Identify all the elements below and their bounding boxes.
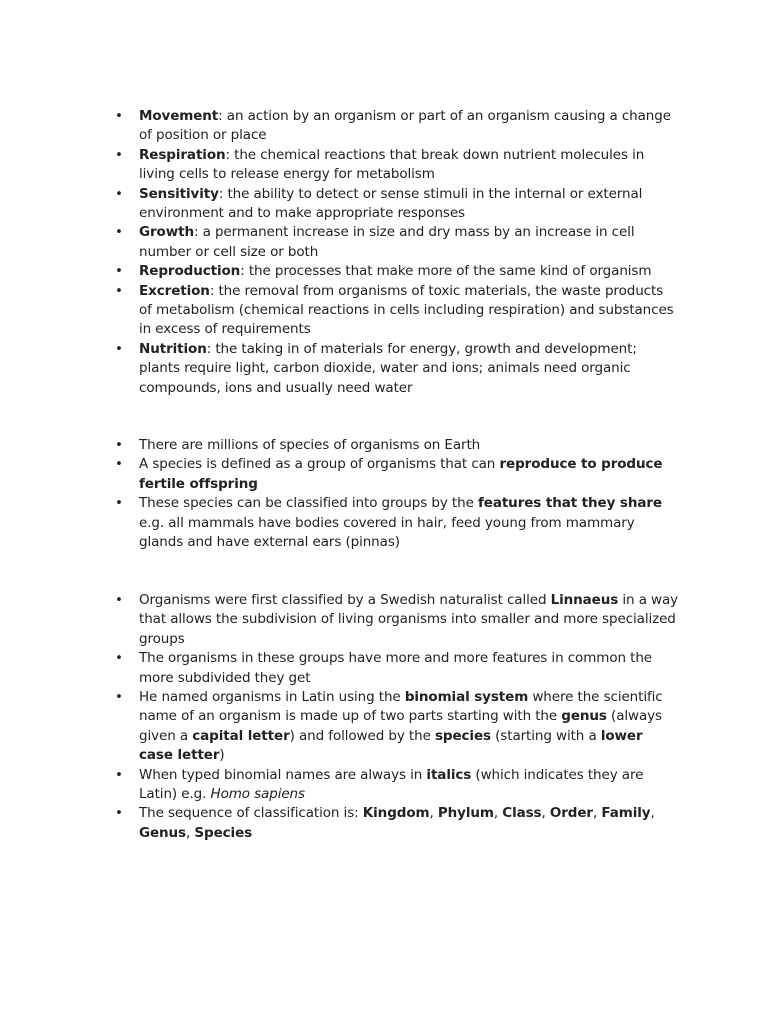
list-item-binomial xyxy=(139,688,679,766)
sequence-text: The sequence of classification is: xyxy=(139,805,363,822)
species-list xyxy=(139,436,679,552)
definition-reproduction: : the processes that make more of the same kind of organism xyxy=(240,263,652,280)
rank-separator: , xyxy=(493,805,503,822)
binomial-text-2: where the scientific name of an organism is made up of two parts starting with the xyxy=(139,689,663,725)
rank-separator: , xyxy=(186,824,195,841)
linnaeus-text-end: in a way that allows the subdivision of living organisms into smaller and more specialized groups xyxy=(139,592,679,647)
binomial-text-4: ) and followed by the xyxy=(289,727,435,744)
term-excretion: Excretion xyxy=(139,282,210,299)
italics-text-mid: (which indicates they are Latin) e.g. xyxy=(139,766,644,803)
term-reproduction: Reproduction xyxy=(139,263,241,280)
list-item-movement xyxy=(139,107,679,146)
list-item-subdivision xyxy=(139,649,679,688)
rank-family: Family xyxy=(601,805,651,822)
rank-genus: Genus xyxy=(139,824,186,841)
italics-bold: italics xyxy=(426,766,472,783)
species-bold: species xyxy=(434,727,491,744)
binomial-text-6: ) xyxy=(219,747,225,764)
term-nutrition: Nutrition xyxy=(139,340,207,357)
list-item-species-count xyxy=(139,436,679,455)
rank-kingdom: Kingdom xyxy=(362,805,430,822)
rank-separator: , xyxy=(650,805,655,822)
capital-letter-bold: capital letter xyxy=(192,727,290,744)
list-item-respiration xyxy=(139,146,679,185)
list-item-linnaeus xyxy=(139,591,679,649)
rank-separator: , xyxy=(429,805,438,822)
binomial-text-5: (starting with a xyxy=(490,727,601,744)
characteristics-list xyxy=(139,107,679,398)
species-features-bold: features that they share xyxy=(477,495,662,512)
list-item-growth xyxy=(139,223,679,262)
binomial-system-bold: binomial system xyxy=(404,689,529,706)
species-count-text: There are millions of species of organisms on Earth xyxy=(139,437,481,453)
binomial-text-3: (always given a xyxy=(139,708,662,744)
species-features-text: These species can be classified into groups by the xyxy=(139,495,478,512)
list-item-reproduction xyxy=(139,262,679,281)
rank-separator: , xyxy=(541,805,550,822)
lower-case-letter-bold: lower case letter xyxy=(139,727,643,764)
binomial-text-1: He named organisms in Latin using the xyxy=(139,689,405,706)
rank-species: Species xyxy=(194,824,253,841)
classification-list xyxy=(139,591,679,843)
species-definition-text: A species is defined as a group of organisms that can xyxy=(139,456,500,473)
genus-bold: genus xyxy=(561,708,607,725)
term-movement: Movement xyxy=(139,108,219,124)
rank-order: Order xyxy=(549,805,593,822)
term-respiration: Respiration xyxy=(139,146,226,163)
list-item-sequence xyxy=(139,804,679,843)
definition-growth: : a permanent increase in size and dry mass by an increase in cell number or cell size or both xyxy=(139,224,635,260)
list-item-sensitivity xyxy=(139,185,679,224)
definition-nutrition: : the taking in of materials for energy, growth and development; plants require light, carbon dioxide, water and ions; animals need organic compounds, ions and usually need water xyxy=(139,340,637,396)
subdivision-text: The organisms in these groups have more and more features in common the more subdivided they get xyxy=(139,650,652,686)
term-sensitivity: Sensitivity xyxy=(139,185,219,202)
definition-respiration: : the chemical reactions that break down nutrient molecules in living cells to release energy for metabolism xyxy=(139,146,645,183)
rank-separator: , xyxy=(593,805,602,822)
species-definition-bold: reproduce to produce fertile offspring xyxy=(139,456,663,492)
list-item-excretion xyxy=(139,282,679,340)
rank-phylum: Phylum xyxy=(437,805,494,822)
term-growth: Growth xyxy=(139,224,194,241)
italics-text: When typed binomial names are always in xyxy=(139,766,427,783)
homo-sapiens-italic: Homo sapiens xyxy=(210,786,305,803)
definition-movement: : an action by an organism or part of an organism causing a change of position or place xyxy=(139,108,671,144)
list-item-species-definition xyxy=(139,455,679,494)
list-item-italics xyxy=(139,766,679,805)
list-item-species-features xyxy=(139,494,679,552)
linnaeus-text: Organisms were first classified by a Swedish naturalist called xyxy=(139,592,551,608)
species-features-example: e.g. all mammals have bodies covered in hair, feed young from mammary glands and have external ears (pinnas) xyxy=(139,514,635,551)
linnaeus-bold: Linnaeus xyxy=(550,592,619,608)
definition-sensitivity: : the ability to detect or sense stimuli in the internal or external environment and to make appropriate responses xyxy=(139,185,643,222)
definition-excretion: : the removal from organisms of toxic materials, the waste products of metabolism (chemical reactions in cells including respiration) and substances in excess of requirements xyxy=(139,282,674,338)
list-item-nutrition xyxy=(139,340,679,398)
rank-class: Class xyxy=(502,805,542,822)
